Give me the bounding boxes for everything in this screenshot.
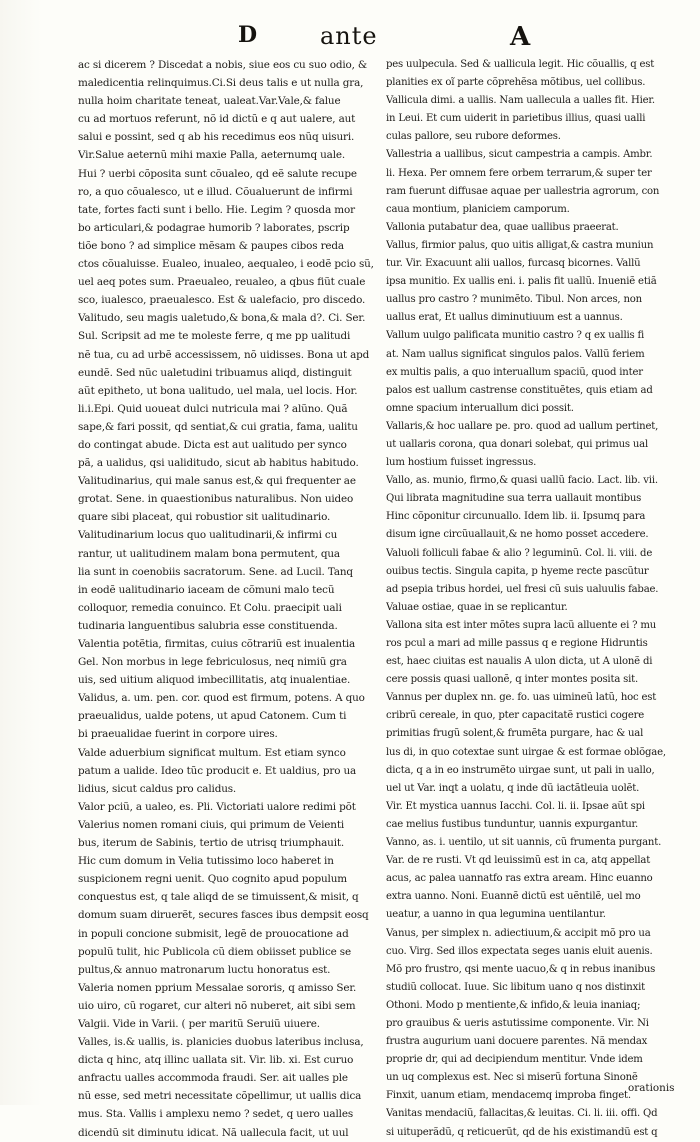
text-line: ros pcul a mari ad mille passus q e regione Hidruntis: [386, 638, 648, 649]
text-line: sco, iualesco, praeualesco. Est & ualefacio, pro discedo.: [78, 294, 366, 307]
text-line: at. Nam uallus significat singulos palos. Vallũ feriem: [386, 348, 645, 360]
text-line: planities ex oĩ parte cõprehẽsa mõtibus, uel collibus.: [386, 77, 646, 89]
text-line: uio uiro, cũ rogaret, cur alteri nõ nuberet, ait sibi sem: [78, 999, 356, 1012]
text-line: colloquor, remedia conuinco. Et Colu. praecipit uali: [78, 601, 342, 614]
text-line: maledicentia relinquimus.Ci.Si deus talis e ut nulla gra,: [78, 77, 364, 90]
text-line: uallus pro castro ? munimẽto. Tibul. Non arces, non: [386, 294, 642, 306]
text-line: ut uallaris corona, qua donari solebat, qui primus ual: [386, 438, 649, 450]
text-line: extra uanno. Noni. Euannẽ dictũ est uẽntilẽ, uel mo: [386, 891, 641, 903]
text-line: Hui ? uerbi cõposita sunt cõualeo, qd eẽ salute recupe: [78, 167, 357, 180]
text-line: omne spacium interuallum dici possit.: [386, 402, 574, 414]
text-line: lia sunt in coenobiis sacratorum. Sene. ad Lucil. Tanq: [78, 565, 353, 578]
text-line: Valor pciũ, a ualeo, es. Pli. Victoriati ualore redimi põt: [78, 800, 356, 813]
text-line: Sul. Scripsit ad me te moleste ferre, q me pp ualitudi: [78, 330, 351, 343]
text-line: Valerius nomen romani ciuis, qui primum de Veienti: [78, 818, 345, 831]
text-line: si uituperãdũ, q reticuerũt, qd de his existimandũ est q: [386, 1126, 658, 1138]
text-line: eundẽ. Sed nũc ualetudini tribuamus aliqd, distinguit: [78, 366, 352, 379]
text-line: Othoni. Modo p mentiente,& infido,& leuia inaniaq;: [386, 999, 641, 1011]
text-line: mus. Sta. Vallis i amplexu nemo ? sedet, q uero ualles: [78, 1108, 354, 1121]
running-head: ante: [320, 22, 378, 50]
text-line: uel aeq potes sum. Praeualeo, reualeo, a qbus fiũt cuale: [78, 276, 366, 289]
text-line: pro grauibus & ueris astutissime componente. Vir. Ni: [386, 1017, 649, 1029]
text-line: cribrũ cereale, in quo, pter capacitatẽ rustici cogere: [386, 710, 645, 722]
text-line: lus di, in quo cotextae sunt uirgae & est formae oblõgae,: [386, 746, 666, 758]
text-line: uel ut Var. inqt a uolatu, q inde dũ iactãtleuia uolẽt.: [386, 782, 640, 794]
text-line: tur. Vir. Exacuunt alii uallos, furcasq bicornes. Vallũ: [386, 258, 641, 270]
text-line: Valuoli folliculi fabae & alio ? leguminũ. Col. li. viii. de: [386, 547, 653, 559]
text-line: Vanno, as. i. uentilo, ut sit uannis, cũ frumenta purgant.: [386, 837, 662, 849]
text-line: Valentia potẽtia, firmitas, cuius cõtrariũ est inualentia: [78, 638, 356, 650]
text-line: Vannus per duplex nn. ge. fo. uas uimineũ latũ, hoc est: [386, 692, 657, 704]
text-line: Valitudinarius, qui male sanus est,& qui frequenter ae: [78, 475, 356, 488]
text-line: Valeria nomen pprium Messalae sororis, q amisso Ser.: [78, 981, 357, 994]
text-line: in Leui. Et cum uiderit in parietibus illius, quasi ualli: [386, 113, 646, 125]
text-line: uallus erat, Et uallus diminutiuum est a uannus.: [386, 312, 623, 324]
text-line: Vallestria a uallibus, sicut campestria a campis. Ambr.: [386, 149, 653, 161]
text-line: lidius, sicut caldus pro calidus.: [78, 782, 237, 795]
right-column: [386, 56, 672, 1142]
text-line: pultus,& annuo matronarum luctu honoratus est.: [78, 963, 331, 976]
signature-left: D: [238, 22, 258, 48]
text-line: Vallonia putabatur dea, quae uallibus praeerat.: [386, 221, 619, 233]
text-line: Gel. Non morbus in lege febriculosus, neq nimiũ gra: [78, 656, 347, 669]
text-line: quare sibi placeat, qui robustior sit ualitudinario.: [78, 511, 331, 524]
text-line: Vallo, as. munio, firmo,& quasi uallũ facio. Lact. lib. vii.: [386, 475, 658, 487]
text-line: Mõ pro frustro, qsi mente uacuo,& q in rebus inanibus: [386, 963, 656, 975]
text-line: Valuae ostiae, quae in se replicantur.: [386, 601, 568, 613]
text-line: praeualidus, ualde potens, ut apud Catonem. Cum ti: [78, 710, 347, 723]
text-line: cuo. Virg. Sed illos expectata seges uanis eluit auenis.: [386, 945, 653, 957]
signature-right: A: [510, 22, 531, 52]
text-line: pã, a ualidus, qsi ualiditudo, sicut ab habitus habitudo.: [78, 457, 359, 470]
text-line: lum hostium fuisset ingressus.: [386, 457, 537, 469]
text-line: Valles, is.& uallis, is. planicies duobus lateribus inclusa,: [78, 1036, 364, 1049]
text-line: dicendũ sit diminutu idicat. Nã uallecula facit, ut uul: [78, 1126, 349, 1139]
text-line: anfractu ualles accommoda fraudi. Ser. ait ualles ple: [78, 1072, 348, 1085]
text-line: Vir. Et mystica uannus Iacchi. Col. li. ii. Ipsae aũt spi: [386, 800, 645, 812]
text-line: un uq complexus est. Nec si miserũ fortuna Sinonẽ: [386, 1072, 638, 1084]
text-line: ram fuerunt diffusae aquae per uallestria agrorum, con: [386, 185, 660, 197]
text-line: sape,& fari possit, qd sentiat,& cui gratia, fama, ualitu: [78, 420, 358, 433]
text-line: nũ esse, sed metri necessitate cõpellimur, ut uallis dica: [78, 1090, 362, 1103]
text-line: bi praeualidae fuerint in corpore uires.: [78, 728, 278, 741]
text-line: culas pallore, seu rubore deformes.: [386, 131, 561, 143]
text-line: Vallicula dimi. a uallis. Nam uallecula a ualles fit. Hier.: [386, 95, 655, 107]
text-line: Valgii. Vide in Varii. ( per maritũ Seruiũ uiuere.: [78, 1017, 320, 1030]
text-line: Finxit, uanum etiam, mendacemq improba finget.: [386, 1090, 631, 1102]
text-line: Vanitas mendaciũ, fallacitas,& leuitas. Ci. li. iii. offi. Qd: [386, 1108, 658, 1120]
text-line: tiõe bono ? ad simplice mẽsam & paupes cibos reda: [78, 239, 344, 252]
text-line: dicta, q a in eo instrumẽto uirgae sunt, ut pali in uallo,: [386, 764, 655, 776]
text-line: frustra augurium uani docuere parentes. Nã mendax: [386, 1036, 648, 1048]
text-line: ouibus tectis. Singula capita, p hyeme recte pascũtur: [386, 565, 649, 577]
text-line: conquestus est, q tale aliqd de se timuissent,& misit, q: [78, 891, 359, 904]
text-line: li. Hexa. Per omnem fere orbem terrarum,& super ter: [386, 167, 652, 179]
text-line: ctos cõualuisse. Eualeo, inualeo, aequaleo, i eodẽ pcio sũ,: [78, 258, 374, 271]
text-line: caua montium, planiciem camporum.: [386, 203, 570, 215]
left-column: [78, 56, 378, 1142]
text-line: dicta q hinc, atq illinc uallata sit. Vir. lib. xi. Est curuo: [78, 1054, 354, 1067]
text-line: uis, sed uitium aliquod imbecillitatis, atq inualentiae.: [78, 674, 351, 687]
text-line: Var. de re rusti. Vt qd leuissimũ est in ca, atq appellat: [386, 855, 651, 867]
text-line: est, haec ciuitas est naualis A ulon dicta, ut A ulonẽ di: [386, 656, 653, 668]
text-line: cae melius fustibus tunduntur, uannis expurgantur.: [386, 818, 639, 830]
text-line: Vanus, per simplex n. adiectiuum,& accipit mõ pro ua: [386, 927, 651, 939]
text-line: Vallona sita est inter mõtes supra lacũ alluente ei ? mu: [386, 619, 657, 631]
text-line: primitias frugũ solent,& frumẽta purgare, hac & ual: [386, 728, 644, 740]
text-line: in eodẽ ualitudinario iaceam de cõmuni malo tecũ: [78, 583, 335, 596]
text-line: populũ tulit, hic Publicola cũ diem obiisset publice se: [78, 945, 351, 958]
text-line: disum igne circũuallauit,& ne homo posset accedere.: [386, 529, 649, 541]
text-line: ro, a quo cõualesco, ut e illud. Cõualuerunt de infirmi: [78, 185, 353, 198]
text-line: Qui librata magnitudine sua terra uallauit montibus: [386, 493, 642, 505]
text-line: ex multis palis, a quo interuallum spaciũ, quod inter: [386, 366, 643, 378]
text-line: nẽ tua, cu ad urbẽ accessissem, nõ uidisses. Bona ut apd: [78, 348, 370, 361]
text-line: rantur, ut ualitudinem malam bona permutent, qua: [78, 547, 340, 560]
text-line: grotat. Sene. in quaestionibus naturalibus. Non uideo: [78, 493, 354, 506]
text-line: do contingat abude. Dicta est aut ualitudo per synco: [78, 438, 347, 451]
text-line: bo articulari,& podagrae humorib ? laborates, pscrip: [78, 221, 350, 234]
text-line: Vallaris,& hoc uallare pe. pro. quod ad uallum pertinet,: [386, 420, 659, 432]
text-line: cere possis quasi uallonẽ, q inter montes posita sit.: [386, 674, 639, 686]
text-line: Validus, a. um. pen. cor. quod est firmum, potens. A quo: [78, 692, 365, 705]
text-line: suspicionem regni uenit. Quo cognito apud populum: [78, 873, 347, 886]
text-line: Hic cum domum in Velia tutissimo loco haberet in: [78, 855, 334, 868]
text-line: Valitudo, seu magis ualetudo,& bona,& mala d?. Ci. Ser.: [78, 312, 366, 325]
text-line: bus, iterum de Sabinis, tertio de utrisq triumphauit.: [78, 837, 345, 850]
text-line: nulla hoim charitate teneat, ualeat.Var.Vale,& falue: [78, 95, 341, 108]
text-line: Vir.Salue aeternũ mihi maxie Palla, aeternumq uale.: [78, 149, 346, 162]
text-line: tudinaria languentibus salubria esse constituenda.: [78, 619, 338, 632]
text-line: cu ad mortuos referunt, nõ id dictũ e q aut ualere, aut: [78, 113, 356, 126]
text-line: Vallus, firmior palus, quo uitis alligat,& castra muniun: [386, 239, 654, 251]
text-line: ac si dicerem ? Discedat a nobis, siue eos cu suo odio, &: [78, 59, 368, 71]
text-line: Valde aduerbium significat multum. Est etiam synco: [78, 746, 346, 759]
text-line: salui e possint, sed q ab his recedimus eos nũq uisuri.: [78, 131, 355, 144]
text-line: ad psepia tribus hordei, uel fresi cũ suis ualuulis fabae.: [386, 583, 659, 595]
text-line: ueatur, a uanno in qua legumina uentilantur.: [386, 909, 606, 921]
text-line: ipsa munitio. Ex uallis eni. i. palis fit uallũ. Inueniẽ etiã: [386, 276, 657, 288]
text-line: acus, ac palea uannatfo ras extra aream. Hinc euanno: [386, 873, 653, 885]
text-line: li.i.Epi. Quid uoueat dulci nutricula mai ? alũno. Quã: [78, 402, 348, 415]
text-line: pes uulpecula. Sed & uallicula legit. Hic cõuallis, q est: [386, 59, 655, 70]
text-line: Vallum uulgo palificata munitio castro ? q ex uallis fi: [386, 330, 645, 342]
text-line: aũt epitheto, ut bona ualitudo, uel mala, uel locis. Hor.: [78, 384, 358, 397]
text-line: tate, fortes facti sunt i bello. Hie. Legim ? quosda mor: [78, 203, 355, 216]
text-line: domum suam diruerẽt, secures fasces ibus dempsit eosq: [78, 909, 369, 922]
text-line: proprie dr, qui ad decipiendum mentitur. Vnde idem: [386, 1054, 643, 1066]
catchword: orationis: [628, 1082, 675, 1094]
text-line: Valitudinarium locus quo ualitudinarii,& infirmi cu: [78, 529, 338, 542]
text-line: palos est uallum castrense constituẽtes, quis etiam ad: [386, 384, 653, 396]
text-line: patum a ualide. Ideo tũc producit e. Et ualdius, pro ua: [78, 764, 357, 777]
text-line: studiũ collocat. Iuue. Sic libitum uano q nos distinxit: [386, 981, 645, 993]
text-line: in populi concione submisit, legẽ de prouocatione ad: [78, 927, 349, 940]
text-line: Hinc cõponitur circunuallo. Idem lib. ii. Ipsumq para: [386, 511, 646, 523]
